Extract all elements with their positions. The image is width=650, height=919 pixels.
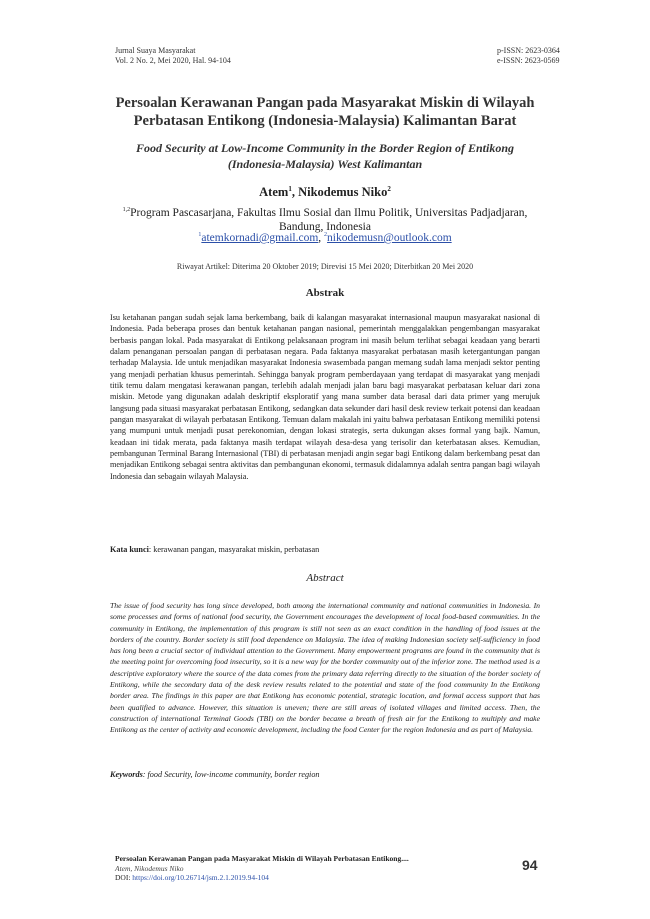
paper-title: Persoalan Kerawanan Pangan pada Masyarakat Miskin di Wilayah Perbatasan Entikong (Indonesia-Malaysia) Kalimantan Barat (115, 95, 535, 129)
page-footer (115, 854, 409, 883)
doi-label: DOI: (115, 873, 133, 882)
running-header-right (497, 46, 560, 66)
page-number: 94 (522, 857, 538, 873)
paper-title-english: Food Security at Low-Income Community in the Border Region of Entikong (Indonesia-Malaysia) West Kalimantan (135, 141, 515, 171)
abstract-heading-english: Abstract (306, 572, 344, 584)
footer-authors: Atem, Nikodemus Niko (115, 863, 184, 873)
keywords-english (110, 770, 540, 779)
footer-doi (115, 873, 409, 883)
author-marker: 1 (288, 185, 292, 193)
author-separator: , (291, 185, 299, 200)
article-history: Riwayat Artikel: Diterima 20 Oktober 2019; Direvisi 15 Mei 2020; Diterbitkan 20 Mei 2020 (176, 262, 474, 271)
email-separator: , (318, 232, 325, 244)
doi-link[interactable]: https://doi.org/10.26714/jsm.2.1.2019.94-104 (132, 873, 269, 882)
eissn: e-ISSN: 2623-0569 (497, 56, 560, 65)
affiliation (120, 203, 530, 234)
author-emails (0, 232, 650, 244)
email-marker: 1 (198, 232, 202, 239)
journal-name: Jurnal Suaya Masyarakat (115, 46, 196, 55)
keywords-label: Keywords (110, 770, 143, 779)
affiliation-text: Program Pascasarjana, Fakultas Ilmu Sosial dan Ilmu Politik, Universitas Padjadjaran, Bandung, Indonesia (130, 206, 528, 233)
author-list (0, 185, 650, 200)
keywords-label: Kata kunci (110, 545, 149, 554)
affiliation-marker: 1,2 (122, 207, 131, 213)
footer-title: Persoalan Kerawanan Pangan pada Masyarakat Miskin di Wilayah Perbatasan Entikong.... (115, 854, 409, 863)
running-header-left (115, 46, 231, 66)
pissn: p-ISSN: 2623-0364 (497, 46, 560, 55)
author-marker: 2 (387, 185, 391, 193)
keywords-text: : kerawanan pangan, masyarakat miskin, perbatasan (148, 545, 320, 554)
keywords (110, 545, 540, 554)
email-marker: 2 (324, 232, 328, 239)
keywords-text: : food Security, low-income community, border region (142, 770, 320, 779)
journal-volume: Vol. 2 No. 2, Mei 2020, Hal. 94-104 (115, 56, 231, 65)
abstract-body: Isu ketahanan pangan sudah sejak lama berkembang, baik di kalangan masyarakat internasional maupun masyarakat nasional di Indonesia. Pada beberapa proses dan bentuk ketahanan pangan nasional, pemerintah menggalakkan pengembangan masyarakat berbasis pangan lokal. Pada masyarakat di Entikong pelaksanaan program ini masih belum terlihat sebagai keadaan yang berarti dalam penanganan persoalan pangan di perbatasan negara. Pada faktanya masyarakat perbatasan masih ketergantungan pangan terhadap Malaysia. Ide untuk menjadikan masyarakat Indonesia swasembada pangan memang sudah lama menjadi sektor penting yang menjadi perhatian khusus pemerintah. Sehingga banyak program pemberdayaan yang terdapat di masyarakat yang menjadi titik temu dalam mengatasi kerawanan pangan, terlebih adalah menjadi jalan baru bagi masyarakat perbatasan keluar dari zona miskin. Metode yang digunakan adalah deskriptif eksploratif yang mana sumber data berasal dari data primer yang merujuk langsung pada situasi masyarakat perbatasan Entikong, sedangkan data sekunder dari hasil desk review terkait potensi dan keadaan pangan masyarakat di wilayah perbatasan Entikong. Temuan dalam makalah ini yaitu bahwa perbatasan Entikong memiliki potensi yang mumpuni untuk menjadi pusat perekonomian, dengan lokasi strategis, serta dukungan akses formal yang bajk. Namun, keadaan ini tidak merata, pada faktanya masih terdapat wilayah desa-desa yang terisolir dan keterbatasan akses. Kemudian, pembangunan Terminal Barang Internasional (TBI) di perbatasan menjadi angin segar bagi Entikong dalam berkembang pesat dan menjadikan Entikong sebagai sentra aktivitas dan pembangunan ekonomi, termasuk didalamnya adalah sentra pangan bagi wilayah Indonesia dan sebagain wilayah Malaysia. (110, 313, 540, 481)
abstract-body-english: The issue of food security has long since developed, both among the international community and national communities in Indonesia. In some processes and forms of national food security, the Government encourages the development of local food-based communities. In the community in Entikong, the implementation of this program is still not seen as an exact condition in the handling of food issues at the borders of the country. Border society is still food dependence on Malaysia. The idea of making Indonesian society self-sufficiency in food has long been a crucial sector of individual attention to the Government. Many empowerment programs are found in the community that is the meeting point for overcoming food insecurity, so it is a new way for the border community out of the inferior zone. The method used is a descriptive exploratory where the source of the data comes from the primary data referring directly to the situation of the border society of Entikong, while the secondary data of the desk review results related to the potential and state of the food community In the Entikong border area. The findings in this paper are that Entikong has economic potential, strategic location, and formal access support that has been qualified to advance. However, this situation is uneven; there are still areas of isolated villages and limited access. Then, the construction of international Terminal Goods (TBI) on the border became a breath of fresh air for the Entikong to multiply and make Entikong as the center of activity and economic development, including the food Center for the region Indonesia and as part of Malaysia. (110, 601, 540, 735)
author-name: Nikodemus Niko (298, 185, 388, 200)
abstract-heading: Abstrak (305, 287, 345, 299)
email-link[interactable]: atemkornadi@gmail.com (201, 232, 319, 244)
author-name: Atem (259, 185, 289, 200)
email-link[interactable]: nikodemusn@outlook.com (327, 232, 452, 244)
